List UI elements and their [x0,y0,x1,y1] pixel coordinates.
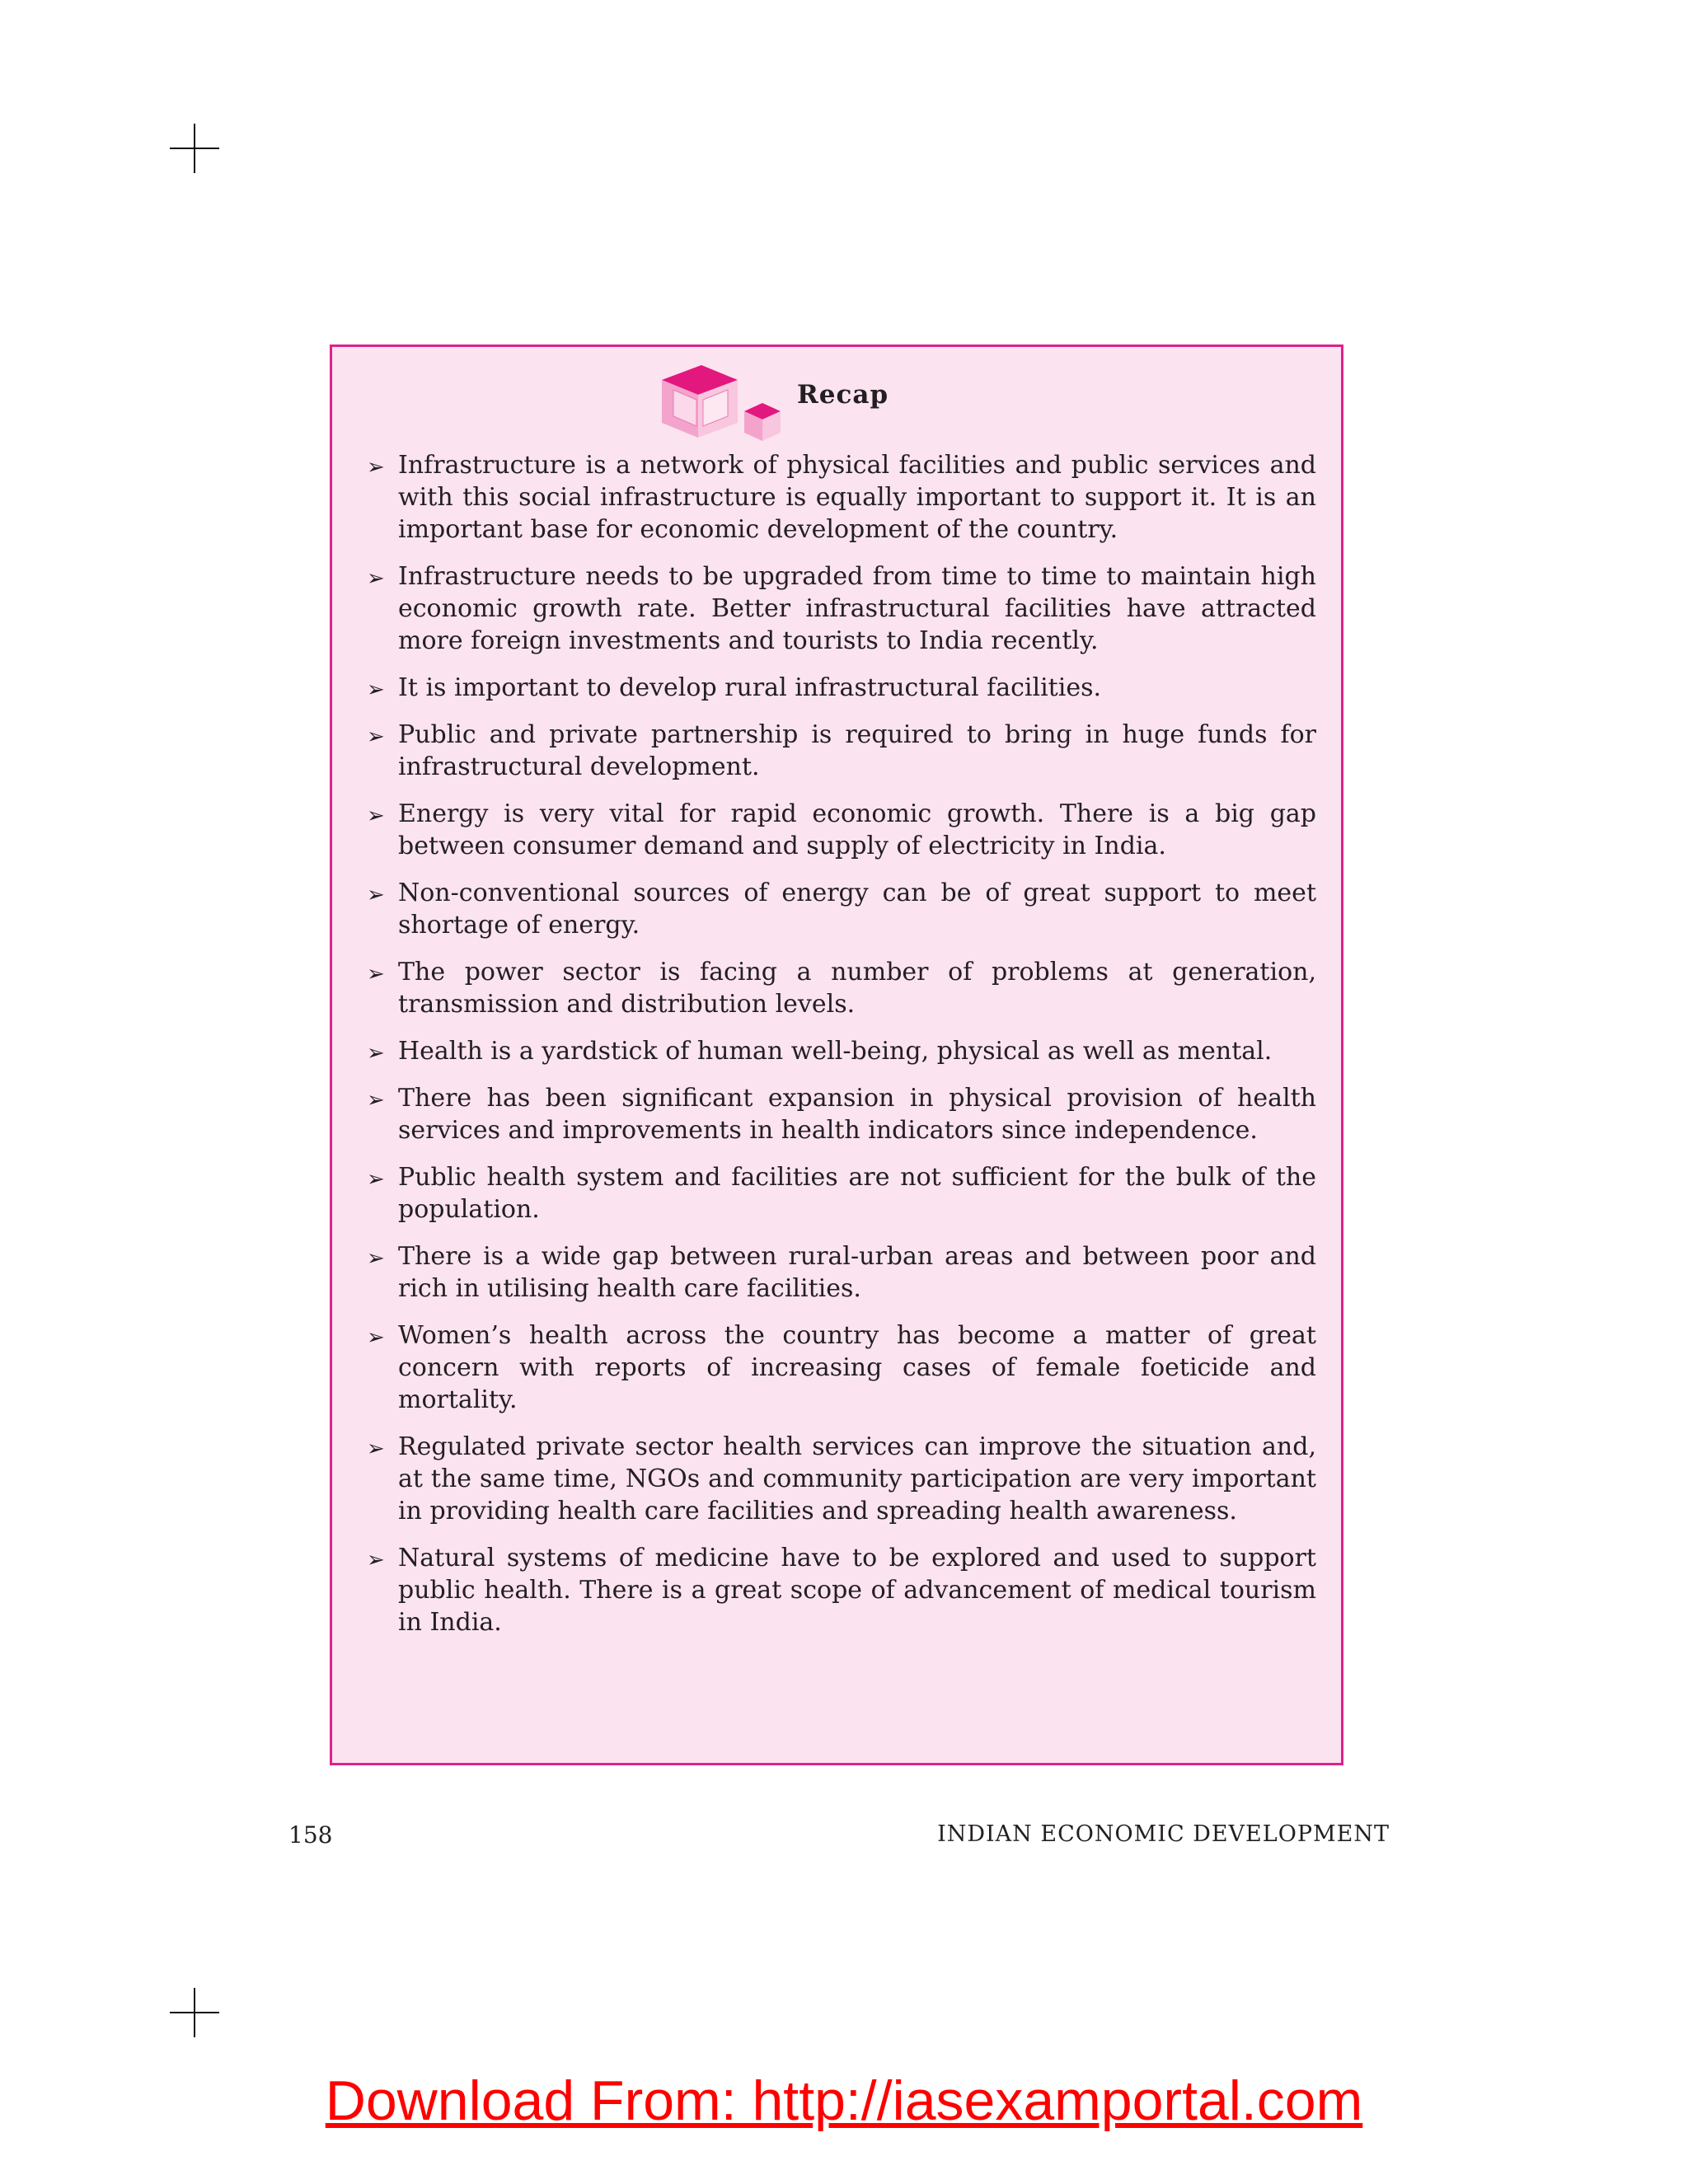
recap-list-item [367,1240,1316,1305]
recap-list-item [367,1431,1316,1527]
recap-item-text: Infrastructure needs to be upgraded from time to time to maintain high economic growth rate. Better infrastructural facilities have attracted more foreign investments and tourists to India recently. [398,562,1316,655]
arrow-bullet-icon: ➢ [367,1167,385,1192]
arrow-bullet-icon: ➢ [367,1325,385,1350]
recap-item-text: It is important to develop rural infrastructural facilities. [398,673,1102,702]
download-link[interactable]: Download From: http://iasexamportal.com [325,2069,1363,2132]
recap-list-item [367,956,1316,1020]
recap-item-text: Public and private partnership is required to bring in huge funds for infrastructural development. [398,720,1316,781]
recap-item-text: Health is a yardstick of human well-being, physical as well as mental. [398,1037,1273,1066]
page-number: 158 [288,1821,333,1849]
recap-item-text: Public health system and facilities are not sufficient for the bulk of the population. [398,1163,1316,1224]
recap-item-text: There is a wide gap between rural-urban areas and between poor and rich in utilising health care facilities. [398,1242,1316,1303]
recap-list-item [367,449,1316,546]
recap-list-item [367,877,1316,941]
stacked-cubes-icon [645,355,794,446]
arrow-bullet-icon: ➢ [367,804,385,828]
recap-list-item [367,672,1316,704]
recap-list-item [367,1319,1316,1416]
recap-list-item [367,1161,1316,1226]
recap-box [330,344,1343,1765]
book-title: INDIAN ECONOMIC DEVELOPMENT [937,1821,1390,1847]
crop-mark-bottom-left [170,1988,219,2037]
recap-item-text: Infrastructure is a network of physical facilities and public services and with this social infrastructure is equally important to support it. It is an important base for economic development of the country. [398,451,1316,544]
recap-item-text: Non-conventional sources of energy can be of great support to meet shortage of energy. [398,879,1316,940]
arrow-bullet-icon: ➢ [367,962,385,987]
arrow-bullet-icon: ➢ [367,1041,385,1066]
recap-item-text: Natural systems of medicine have to be explored and used to support public health. There is a great scope of advancement of medical tourism in India. [398,1544,1316,1637]
recap-item-text: Regulated private sector health services can improve the situation and, at the same time, NGOs and community participation are very important in providing health care facilities and spreading health awareness. [398,1432,1316,1526]
recap-list [367,449,1316,1653]
arrow-bullet-icon: ➢ [367,724,385,749]
recap-list-item [367,1542,1316,1638]
recap-title: Recap [797,380,889,410]
recap-list-item [367,719,1316,783]
arrow-bullet-icon: ➢ [367,677,385,702]
recap-list-item [367,560,1316,657]
recap-item-text: There has been significant expansion in physical provision of health services and improvements in health indicators since independence. [398,1084,1316,1145]
recap-item-text: Women’s health across the country has become a matter of great concern with reports of increasing cases of female foeticide and mortality. [398,1321,1316,1414]
arrow-bullet-icon: ➢ [367,566,385,591]
recap-item-text: The power sector is facing a number of problems at generation, transmission and distribution levels. [398,958,1316,1019]
recap-item-text: Energy is very vital for rapid economic growth. There is a big gap between consumer demand and supply of electricity in India. [398,799,1316,860]
arrow-bullet-icon: ➢ [367,1436,385,1461]
recap-list-item [367,1082,1316,1146]
arrow-bullet-icon: ➢ [367,1088,385,1113]
crop-mark-top-left [170,124,219,173]
arrow-bullet-icon: ➢ [367,1246,385,1271]
recap-list-item [367,798,1316,862]
arrow-bullet-icon: ➢ [367,883,385,907]
recap-list-item [367,1035,1316,1067]
arrow-bullet-icon: ➢ [367,1548,385,1572]
arrow-bullet-icon: ➢ [367,455,385,480]
